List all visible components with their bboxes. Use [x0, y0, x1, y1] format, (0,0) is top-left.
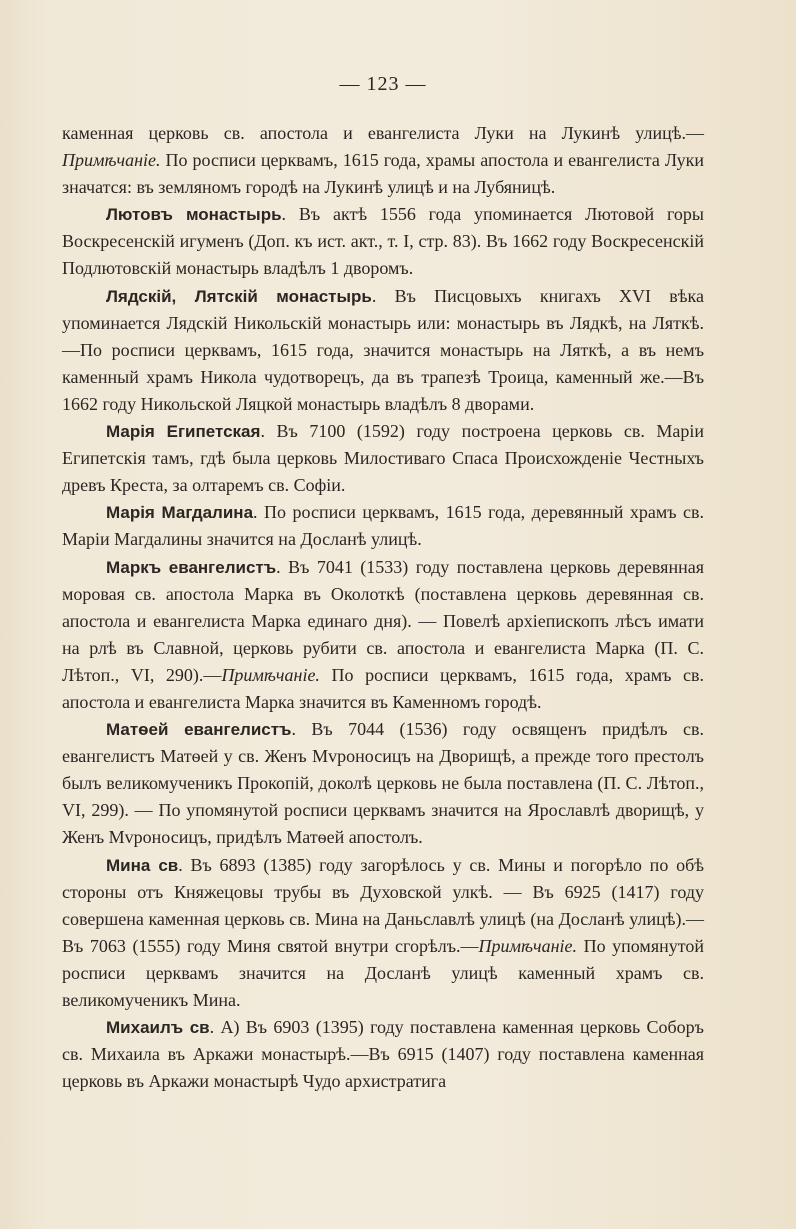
entry-heading: Михаилъ св [106, 1018, 210, 1038]
entry-heading: Лютовъ монастырь [106, 205, 282, 225]
paragraph-text: . Въ актѣ 1556 года упоминается Лютовой горы Воскресенскій игуменъ (Доп. къ ист. акт., т. I, стр. 83). Въ 1662 году Воскресенскій Подлютовскій монастырь владѣлъ 1 дворомъ. [62, 204, 704, 279]
entry-heading: Марія Египетская [106, 422, 261, 442]
paragraph-text: . Въ 7100 (1592) году построена церковь св. Маріи Египетскія тамъ, гдѣ была церковь Милостиваго Спаса Происхожденіе Честныхъ древъ Креста, за олтаремъ св. Софіи. [62, 421, 704, 496]
body-text [62, 120, 704, 1095]
entry-heading: Мина св [106, 855, 179, 875]
note-label: Примѣчаніе. [478, 935, 578, 956]
entry-heading: Лядскій, Лятскій монастырь [106, 286, 372, 306]
entry-heading: Маркъ евангелистъ [106, 557, 277, 577]
paragraph [62, 1014, 704, 1095]
note-label: Примѣчаніе. [221, 664, 320, 685]
paragraph-text: . Въ 7041 (1533) году поставлена церковь деревянная моровая св. апостола Марка въ Околоткѣ (поставлена церковь деревянная св. апостола и евангелиста Марка единаго дня). — Повелѣ архіепископъ лѣсъ имати на рлѣ въ Славной, церковь рубити св. апостола и евангелиста Марка (П. С. Лѣтоп., VI, 290).— [62, 556, 704, 685]
paragraph [62, 554, 704, 717]
note-label: Примѣчаніе. [62, 150, 161, 171]
paragraph-text: . Въ 7044 (1536) году освященъ придѣлъ св. евангелистъ Матѳей у св. Женъ Мvроносицъ на Дворищѣ, а прежде того престолъ былъ великомученикъ Прокопій, доколѣ церковь не была поставлена (П. С. Лѣтоп., VI, 299). — По упомянутой росписи церквамъ значится на Ярославлѣ дворищѣ, у Женъ Мvроносицъ, придѣлъ Матѳей апостолъ. [62, 719, 704, 848]
entry-heading: Матѳей евангелистъ [106, 720, 292, 740]
paragraph-text: По упомянутой росписи церквамъ значится на Досланѣ улицѣ каменный храмъ св. великомученикъ Мина. [62, 935, 704, 1010]
paragraph [62, 852, 704, 1015]
paragraph-text: каменная церковь св. апостола и евангелиста Луки на Лукинѣ улицѣ.— [62, 123, 704, 143]
paragraph [62, 120, 704, 201]
paragraph-text: . Въ Писцовыхъ книгахъ XVI вѣка упоминается Лядскій Никольскій монастырь или: монастырь въ Лядкѣ, на Ляткѣ.—По росписи церквамъ, 1615 года, значится монастырь на Ляткѣ, а въ немъ каменный храмъ Никола чудотворецъ, да въ трапезѣ Троица, каменный же.—Въ 1662 году Никольской Ляцкой монастырь владѣлъ 8 дворами. [62, 285, 705, 414]
paragraph-text: . По росписи церквамъ, 1615 года, деревянный храмъ св. Маріи Магдалины значится на Досланѣ улицѣ. [62, 502, 704, 550]
paragraph-text: . А) Въ 6903 (1395) году поставлена каменная церковь Соборъ св. Михаила въ Аркажи монастырѣ.—Въ 6915 (1407) году поставлена каменная церковь въ Аркажи монастырѣ Чудо архистратига [62, 1017, 704, 1092]
paragraph [62, 418, 704, 499]
paragraph [62, 716, 704, 851]
paragraph-text: . Въ 6893 (1385) году загорѣлось у св. Мины и погорѣло по обѣ стороны отъ Княжецовы трубы въ Духовской улкѣ. — Въ 6925 (1417) году совершена каменная церковь св. Мина на Даньславлѣ улицѣ (на Досланѣ улицѣ).—Въ 7063 (1555) году Миня святой внутри сгорѣлъ.— [62, 854, 705, 956]
paragraph [62, 283, 704, 418]
paragraph [62, 499, 704, 553]
paragraph-text: По росписи церквамъ, 1615 года, храмы апостола и евангелиста Луки значатся: въ земляномъ городѣ на Лукинѣ улицѣ и на Лубяницѣ. [62, 150, 704, 198]
page-number: — 123 — [339, 73, 427, 95]
paragraph [62, 201, 704, 282]
paragraph-text: По росписи церквамъ, 1615 года, храмъ св. апостола и евангелиста Марка значится въ Каменномъ городѣ. [62, 664, 704, 712]
entry-heading: Марія Магдалина [106, 503, 254, 523]
